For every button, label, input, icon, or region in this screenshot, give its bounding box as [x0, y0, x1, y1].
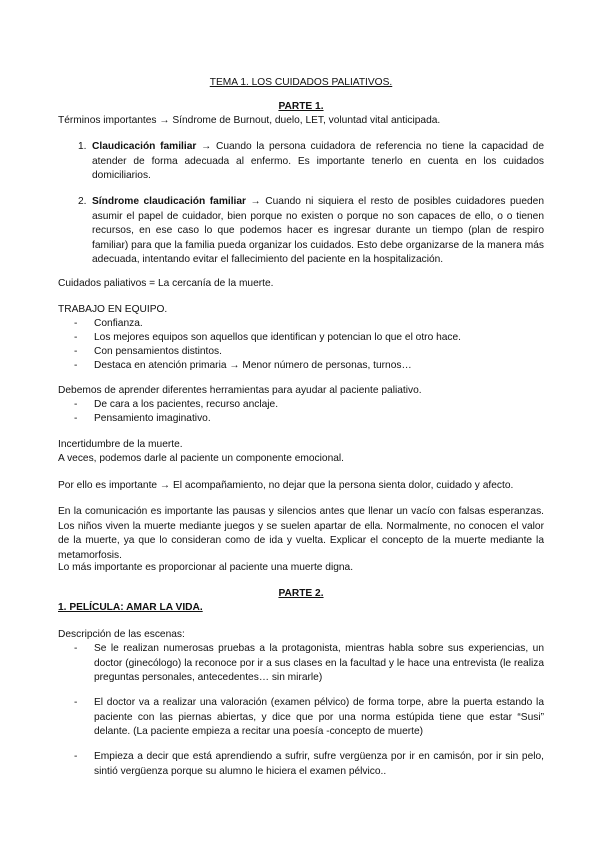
communication-paragraph: En la comunicación es importante las pausas y silencios antes que llenar un vacío con falsas esperanzas. Los niños viven la muerte mediante juegos y se suelen apartar de ella. Normalmente, no conocen el valor de la muerte, ya que lo consideran como de ida y vuelta. Explicar el concepto de la muerte mediante la metamorfosis. — [58, 506, 544, 561]
list-item: - Se le realizan numerosas pruebas a la protagonista, mientras habla sobre sus experiencias, un doctor (ginecólogo) la reconoce por ir a sus clases en la facultad y le hace una entrevista (le realiza preguntas personales, antecedentes… sin mirarle) — [74, 642, 544, 686]
uncertainty-line: Incertidumbre de la muerte. — [58, 439, 183, 450]
part1-heading: PARTE 1. — [278, 101, 324, 112]
scenes-heading: Descripción de las escenas: — [58, 629, 185, 640]
important-terms: Términos importantes → Síndrome de Burnout, duelo, LET, voluntad vital anticipada. — [58, 115, 441, 126]
term-claudicacion: Claudicación familiar — [92, 141, 197, 152]
bullet-text: Confianza. — [94, 318, 143, 329]
list-item: - Con pensamientos distintos. — [74, 345, 544, 360]
palliative-care-line: Cuidados paliativos = La cercanía de la muerte. — [58, 278, 274, 289]
scene-text: Se le realizan numerosas pruebas a la protagonista, mientras habla sobre sus experiencias, un doctor (ginecólogo) la reconoce por ir a sus clases en la facultad y le hace una entrevista (le realiza preguntas personales, antecedentes… sin mirarle) — [94, 643, 544, 683]
scene-text: Empieza a decir que está aprendiendo a sufrir, sufre vergüenza por ir en camisón, por ir sin pelo, sintió vergüenza porque su alumno le hiciera el examen pélvico.. — [94, 751, 544, 777]
bullet-text: Pensamiento imaginativo. — [94, 413, 211, 424]
bullet-text: Los mejores equipos son aquellos que identifican y potencian lo que el otro hace. — [94, 332, 461, 343]
list-item: - Confianza. — [74, 317, 544, 332]
emotional-line: A veces, podemos darle al paciente un componente emocional. — [58, 453, 344, 464]
bullet-text: Con pensamientos distintos. — [94, 346, 222, 357]
list-number: 2. — [78, 196, 87, 207]
bullet-text: Destaca en atención primaria → Menor número de personas, turnos… — [94, 360, 412, 371]
definition-sindrome: → Cuando ni siquiera el resto de posibles cuidadores pueden asumir el papel de cuidador, bien porque no existen o porque no son capaces de ello, o o tienen recursos, en ese caso lo que podemos hacer es ingresar durante un tiempo (plan de respiro familiar) para que la familia pueda organizar los cuidados. Esto debe organizarse de la manera más adecuada, intentando evitar el fallecimiento del paciente en la hospitalización. — [92, 196, 544, 265]
term-sindrome: Síndrome claudicación familiar — [92, 196, 247, 207]
definition-claudicacion: → Cuando la persona cuidadora de referencia no tiene la capacidad de atender de forma adecuada al enfermo. Es importante tenerlo en cuenta en los cuidados domiciliarios. — [92, 141, 544, 181]
list-number: 1. — [78, 141, 87, 152]
part2-heading: PARTE 2. — [278, 588, 324, 599]
tools-intro: Debemos de aprender diferentes herramientas para ayudar al paciente paliativo. — [58, 385, 422, 396]
list-item: - Pensamiento imaginativo. — [74, 412, 544, 427]
list-item-claudicacion — [78, 140, 544, 184]
teamwork-heading: TRABAJO EN EQUIPO. — [58, 304, 168, 315]
document-title: TEMA 1. LOS CUIDADOS PALIATIVOS. — [209, 77, 393, 88]
list-item: - El doctor va a realizar una valoración (examen pélvico) de forma torpe, abre la puerta estando la paciente con las piernas abiertas, y dice que por una norma estúpida tiene que estar “Susi” delante. (La paciente empieza a recitar una poesía -concepto de muerte) — [74, 696, 544, 740]
dignity-line: Lo más importante es proporcionar al paciente una muerte digna. — [58, 562, 354, 573]
list-item-sindrome — [78, 195, 544, 268]
list-item: - Los mejores equipos son aquellos que identifican y potencian lo que el otro hace. — [74, 331, 544, 346]
bullet-text: De cara a los pacientes, recurso anclaje. — [94, 399, 279, 410]
list-item: - Destaca en atención primaria → Menor número de personas, turnos… — [74, 359, 544, 374]
scene-text: El doctor va a realizar una valoración (examen pélvico) de forma torpe, abre la puerta estando la paciente con las piernas abiertas, y dice que por una norma estúpida tiene que estar “Susi” delante. (La paciente empieza a recitar una poesía -concepto de muerte) — [94, 697, 544, 737]
accompaniment-line: Por ello es importante → El acompañamiento, no dejar que la persona sienta dolor, cuidado y afecto. — [58, 480, 514, 491]
list-item: - Empieza a decir que está aprendiendo a sufrir, sufre vergüenza por ir en camisón, por ir sin pelo, sintió vergüenza porque su alumno le hiciera el examen pélvico.. — [74, 750, 544, 779]
list-item: - De cara a los pacientes, recurso anclaje. — [74, 398, 544, 413]
film-heading: 1. PELÍCULA: AMAR LA VIDA. — [58, 602, 203, 613]
